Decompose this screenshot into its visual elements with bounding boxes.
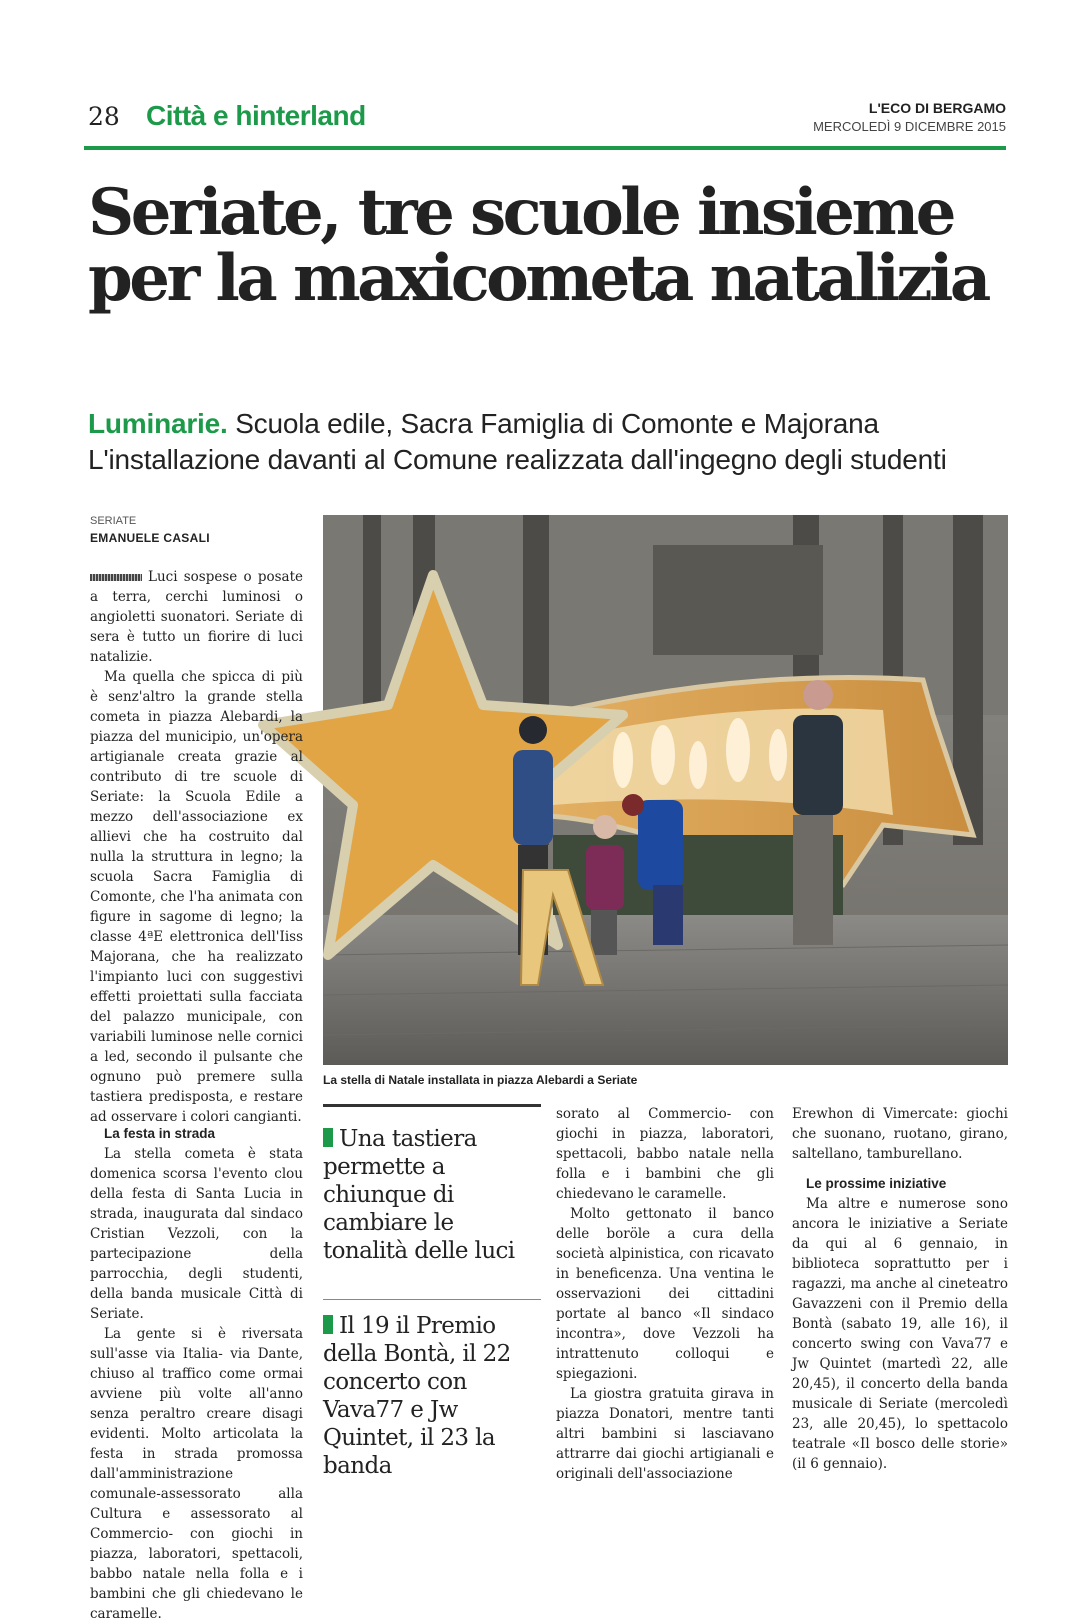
subhead-line-2: L'installazione davanti al Comune realizzata dall'ingegno degli studenti <box>88 443 947 475</box>
subhead-iniziative: Le prossime iniziative <box>806 1176 947 1191</box>
paragraph-lead <box>90 567 303 667</box>
headline-line-1: Seriate, tre scuole insieme <box>88 175 953 250</box>
article-column-4 <box>792 1104 1008 1474</box>
pullquote-2 <box>323 1312 541 1480</box>
lead-marker <box>90 574 142 581</box>
quote-marker <box>323 1128 333 1147</box>
pullquote-2-text: Il 19 il Premio della Bontà, il 22 concerto con Vava77 e Jw Quintet, il 23 la banda <box>323 1313 511 1479</box>
header-rule <box>84 146 1006 150</box>
paragraph-3: La stella cometa è stata domenica scorsa l'evento clou della festa di Santa Lucia in strada, inaugurata dal sindaco Cristian Vezzoli, con la partecipazione della parrocchia, degli studenti, della banda musicale Città di Seriate. <box>90 1146 303 1322</box>
page-number: 28 <box>88 102 120 131</box>
paragraph-4: La gente si è riversata sull'asse via Italia- via Dante, chiuso al traffico come ormai avviene più volte all'anno senza peraltro creare disagi evidenti. Molto articolata la festa in strada promossa dall'amministrazione comunale-assessorato alla Cultura e assessorato al Commercio- con giochi in piazza, laboratori, spettacoli, babbo natale nella folla e i bambini che gli chiedevano le caramelle. <box>90 1326 303 1622</box>
paragraph-2: Ma quella che spicca di più è senz'altro la grande stella cometa in piazza Alebardi, la piazza del municipio, un'opera artigianale creata grazie al contributo di tre scuole di Seriate: la Scuola Edile a mezzo dell'associazione ex allievi che ha costruito dal nulla la struttura in legno; la scuola Sacra Famiglia di Comonte, che l'ha animata con figure in sagome di legno; la classe 4ªE elettronica dell'Iiss Majorana, che ha realizzato l'impianto luci con suggestivi effetti proiettati sulla facciata del palazzo municipale, con variabili luminose nelle cornici a led, secondo il pulsante che ognuno può premere sulla tastiera predisposta, e restare ad osservare i colori cangianti. <box>90 669 303 1125</box>
headline-line-2: per la maxicometa natalizia <box>88 240 988 316</box>
subhead-line-1: Scuola edile, Sacra Famiglia di Comonte e Majorana <box>235 408 879 439</box>
kicker: Luminarie. <box>88 408 228 439</box>
pullquote-1 <box>323 1125 541 1265</box>
article-column-3 <box>556 1104 774 1484</box>
paragraph-5: Molto gettonato il banco delle boröle a cura della società alpinistica, con ricavato in beneficenza. Una ventina le osservazioni dei cittadini portate al banco «Il sindaco incontra», dove Vezzoli ha intrattenuto colloqui e spiegazioni. <box>556 1206 774 1382</box>
subhead-festa: La festa in strada <box>104 1126 216 1141</box>
author-byline: EMANUELE CASALI <box>90 531 210 545</box>
paragraph-1-text: Luci sospese o posate a terra, cerchi luminosi o angioletti suonatori. Seriate di sera è tutto un fiorire di luci natalizie. <box>90 569 303 665</box>
photo-caption: La stella di Natale installata in piazza Alebardi a Seriate <box>323 1073 638 1087</box>
page-header <box>84 98 1006 148</box>
pullquote-top-rule <box>323 1104 541 1107</box>
article-photo <box>323 515 1008 1065</box>
article-column-1-top <box>90 567 303 1127</box>
paragraph-4-continued: sorato al Commercio- con giochi in piazza, laboratori, spettacoli, babbo natale nella folla e i bambini che gli chiedevano le caramelle. <box>556 1106 774 1202</box>
dateline: SERIATE <box>90 515 137 527</box>
paragraph-6-continued: Erewhon di Vimercate: giochi che suonano, ruotano, girano, saltellano, tamburellano. <box>792 1106 1008 1162</box>
quote-marker <box>323 1315 333 1334</box>
paragraph-6: La giostra gratuita girava in piazza Donatori, mentre tanti altri bambini si lasciavano attrarre dai giochi artigianali e originali dell'associazione <box>556 1386 774 1482</box>
issue-date: MERCOLEDÌ 9 DICEMBRE 2015 <box>813 119 1006 134</box>
comet-star-photo <box>323 515 1008 1065</box>
article-column-1-bottom <box>90 1124 303 1622</box>
subheadline <box>88 406 1008 478</box>
pullquote-divider <box>323 1299 541 1300</box>
pullquote-1-text: Una tastiera permette a chiunque di cambiare le tonalità delle luci <box>323 1126 515 1264</box>
headline <box>88 175 1008 316</box>
paragraph-7: Ma altre e numerose sono ancora le iniziative a Seriate da qui al 6 gennaio, in biblioteca soprattutto per i ragazzi, ma anche al cineteatro Gavazzeni con il Premio della Bontà (sabato 19, alle 16), il concerto swing con Vava77 e Jw Quintet (martedì 22, alle 20,45), il concerto della banda musicale di Seriate (mercoledì 23, alle 20,45), lo spettacolo teatrale «Il bosco delle storie» (il 6 gennaio). <box>792 1196 1008 1472</box>
newspaper-name: L'ECO DI BERGAMO <box>868 100 1006 116</box>
section-title: Città e hinterland <box>146 100 366 131</box>
